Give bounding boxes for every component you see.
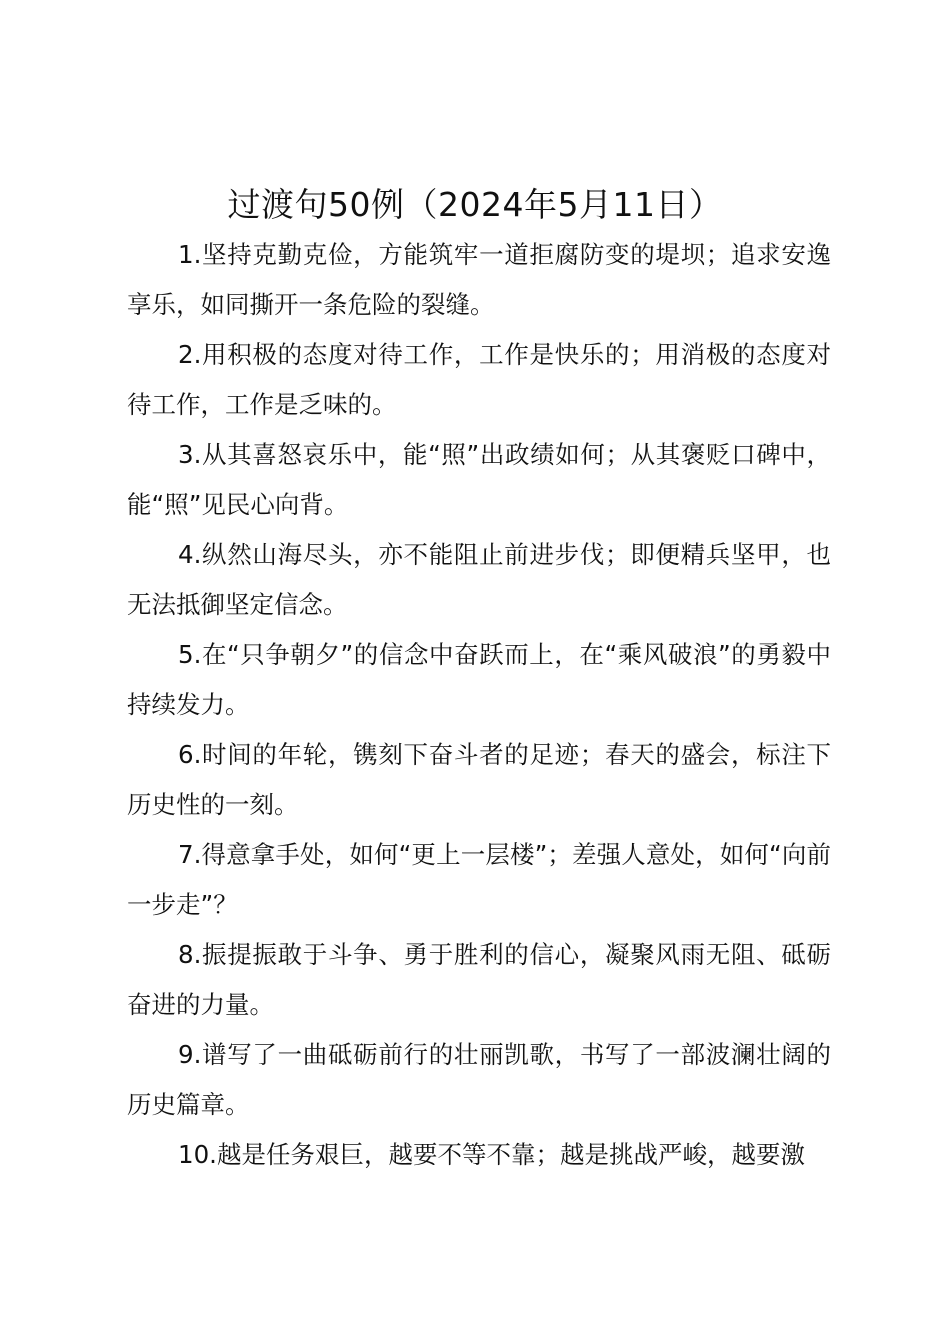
page-title: 过渡句50例（2024年5月11日） (227, 185, 723, 224)
paragraph-7: 7.得意拿手处，如何“更上一层楼”；差强人意处，如何“向前一步走”？ (127, 840, 831, 919)
paragraph-6: 6.时间的年轮，镌刻下奋斗者的足迹；春天的盛会，标注下历史性的一刻。 (127, 740, 831, 819)
document-body (127, 230, 831, 1180)
paragraph-9: 9.谱写了一曲砥砺前行的壮丽凯歌，书写了一部波澜壮阔的历史篇章。 (127, 1040, 831, 1119)
paragraph-4: 4.纵然山海尽头，亦不能阻止前进步伐；即便精兵坚甲，也无法抵御坚定信念。 (127, 540, 831, 619)
paragraph-3: 3.从其喜怒哀乐中，能“照”出政绩如何；从其褒贬口碑中，能“照”见民心向背。 (127, 440, 831, 519)
paragraph-8: 8.振提振敢于斗争、勇于胜利的信心，凝聚风雨无阻、砥砺奋进的力量。 (127, 940, 831, 1019)
paragraph-10: 10.越是任务艰巨，越要不等不靠；越是挑战严峻，越要激 (178, 1140, 805, 1169)
paragraph-5: 5.在“只争朝夕”的信念中奋跃而上，在“乘风破浪”的勇毅中持续发力。 (127, 640, 831, 719)
paragraph-2: 2.用积极的态度对待工作，工作是快乐的；用消极的态度对待工作，工作是乏味的。 (127, 340, 831, 419)
paragraph-1: 1.坚持克勤克俭，方能筑牢一道拒腐防变的堤坝；追求安逸享乐，如同撕开一条危险的裂缝。 (127, 240, 831, 319)
